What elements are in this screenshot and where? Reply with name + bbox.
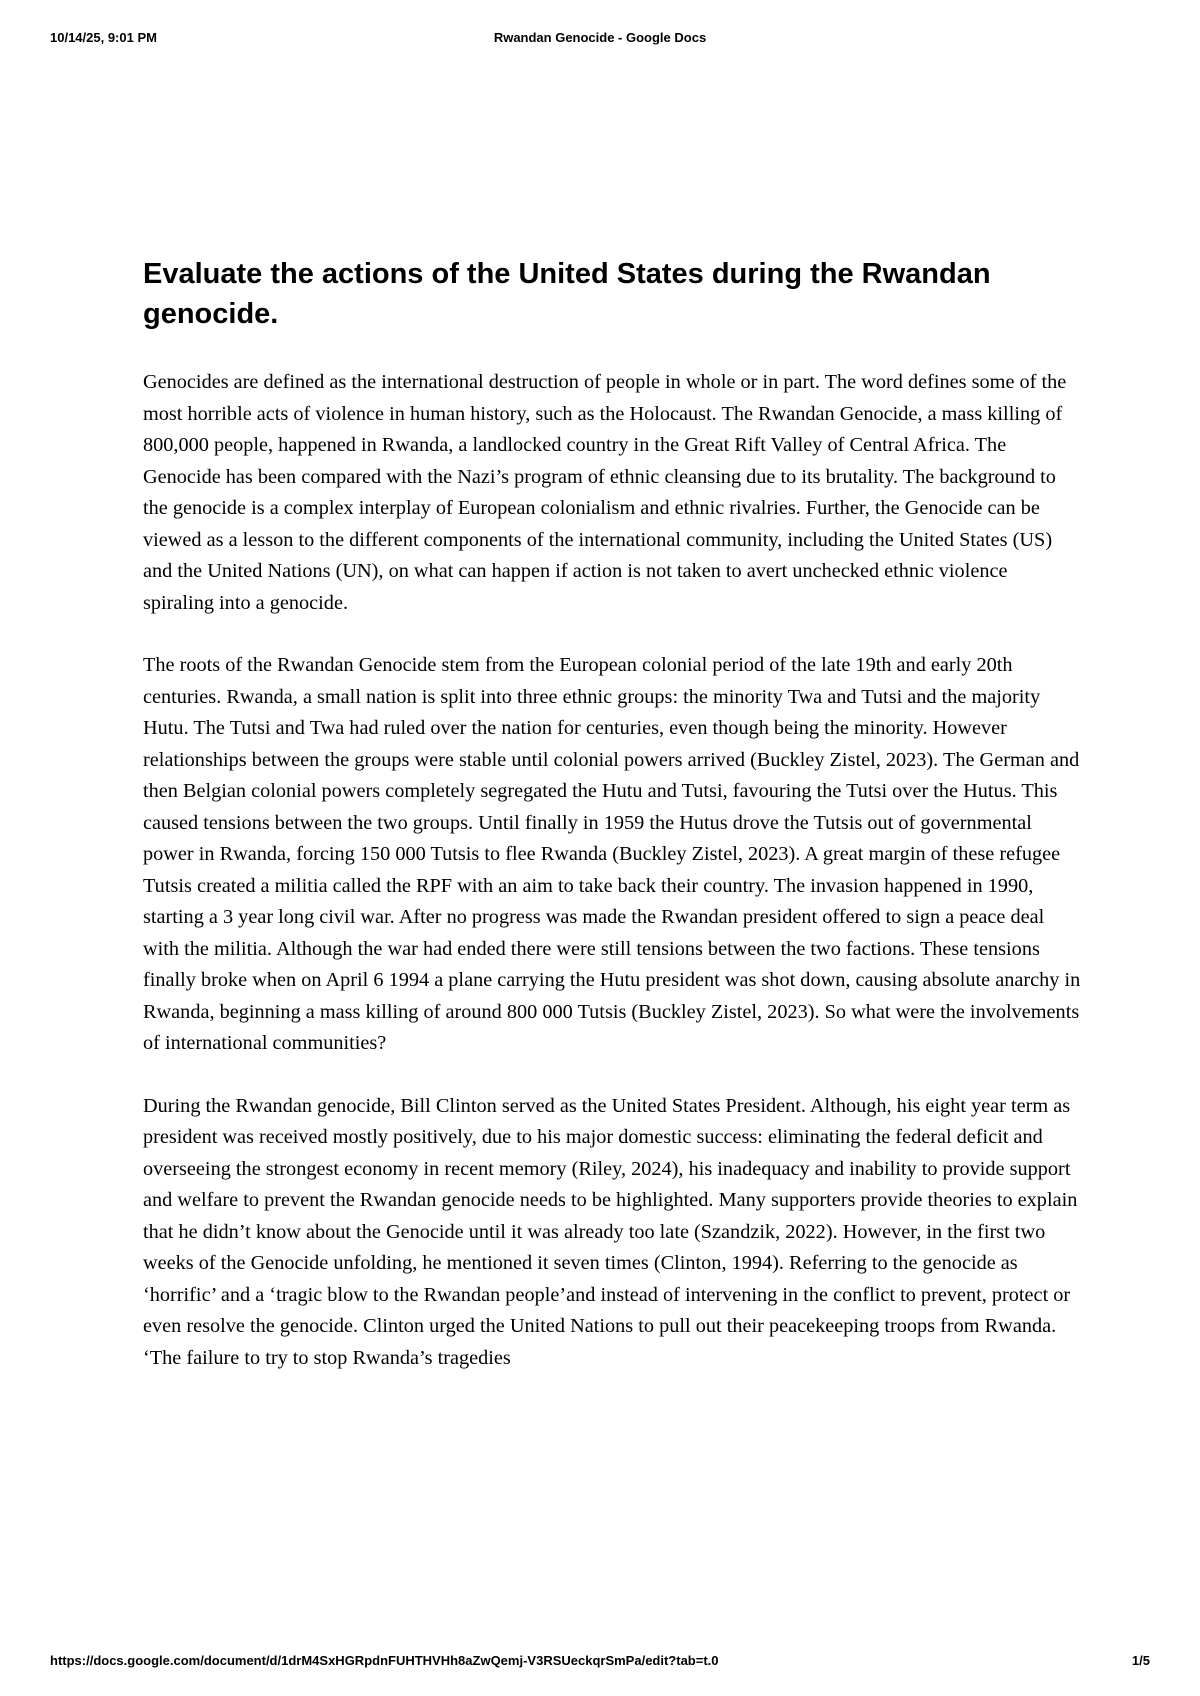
paragraph-us-involvement: During the Rwandan genocide, Bill Clinton served as the United States President. Although, his eight year term as president was received mostly positively, due to his major domestic success: eliminating the federal deficit and overseeing the strongest economy in recent memory (Riley, 2024), his inadequacy and inability to provide support and welfare to prevent the Rwandan genocide needs to be highlighted. Many supporters provide theories to explain that he didn’t know about the Genocide until it was already too late (Szandzik, 2022). However, in the first two weeks of the Genocide unfolding, he mentioned it seven times (Clinton, 1994). Referring to the genocide as ‘horrific’ and a ‘tragic blow to the Rwandan people’and instead of intervening in the conflict to prevent, protect or even resolve the genocide. Clinton urged the United Nations to pull out their peacekeeping troops from Rwanda. ‘The failure to try to stop Rwanda’s tragedies [143,1094,1078,1369]
print-document-title: Rwandan Genocide - Google Docs [493,30,707,45]
paragraph-background: The roots of the Rwandan Genocide stem from the European colonial period of the late 19th and early 20th centuries. Rwanda, a small nation is split into three ethnic groups: the minority Twa and Tutsi and the majority Hutu. The Tutsi and Twa had ruled over the nation for centuries, even though being the minority. However relationships between the groups were stable until colonial powers arrived (Buckley Zistel, 2023). The German and then Belgian colonial powers completely segregated the Hutu and Tutsi, favouring the Tutsi over the Hutus. This caused tensions between the two groups. Until finally in 1959 the Hutus drove the Tutsis out of governmental power in Rwanda, forcing 150 000 Tutsis to flee Rwanda (Buckley Zistel, 2023). A great margin of these refugee Tutsis created a militia called the RPF with an aim to take back their country. The invasion happened in 1990, starting a 3 year long civil war. After no progress was made the Rwandan president offered to sign a peace deal with the militia. Although the war had ended there were still tensions between the two factions. These tensions finally broke when on April 6 1994 a plane carrying the Hutu president was shot down, causing absolute anarchy in Rwanda, beginning a mass killing of around 800 000 Tutsis (Buckley Zistel, 2023). So what were the involvements of international communities? [143,654,1081,1054]
print-footer [50,1653,1150,1673]
document-heading: Evaluate the actions of the United States during the Rwandan genocide. [143,258,991,330]
print-url: https://docs.google.com/document/d/1drM4SxHGRpdnFUHTHVHh8aZwQemj-V3RSUeckqrSmPa/edit?tab=t.0 [50,1653,719,1668]
page-number: 1/5 [1131,1653,1150,1668]
document-body [143,254,1083,1405]
print-date: 10/14/25, 9:01 PM [50,30,157,45]
print-header [50,30,1150,50]
paragraph-introduction: Genocides are defined as the international destruction of people in whole or in part. The word defines some of the most horrible acts of violence in human history, such as the Holocaust. The Rwandan Genocide, a mass killing of 800,000 people, happened in Rwanda, a landlocked country in the Great Rift Valley of Central Africa. The Genocide has been compared with the Nazi’s program of ethnic cleansing due to its brutality. The background to the genocide is a complex interplay of European colonialism and ethnic rivalries. Further, the Genocide can be viewed as a lesson to the different components of the international community, including the United States (US) and the United Nations (UN), on what can happen if action is not taken to avert unchecked ethnic violence spiraling into a genocide. [143,371,1067,614]
